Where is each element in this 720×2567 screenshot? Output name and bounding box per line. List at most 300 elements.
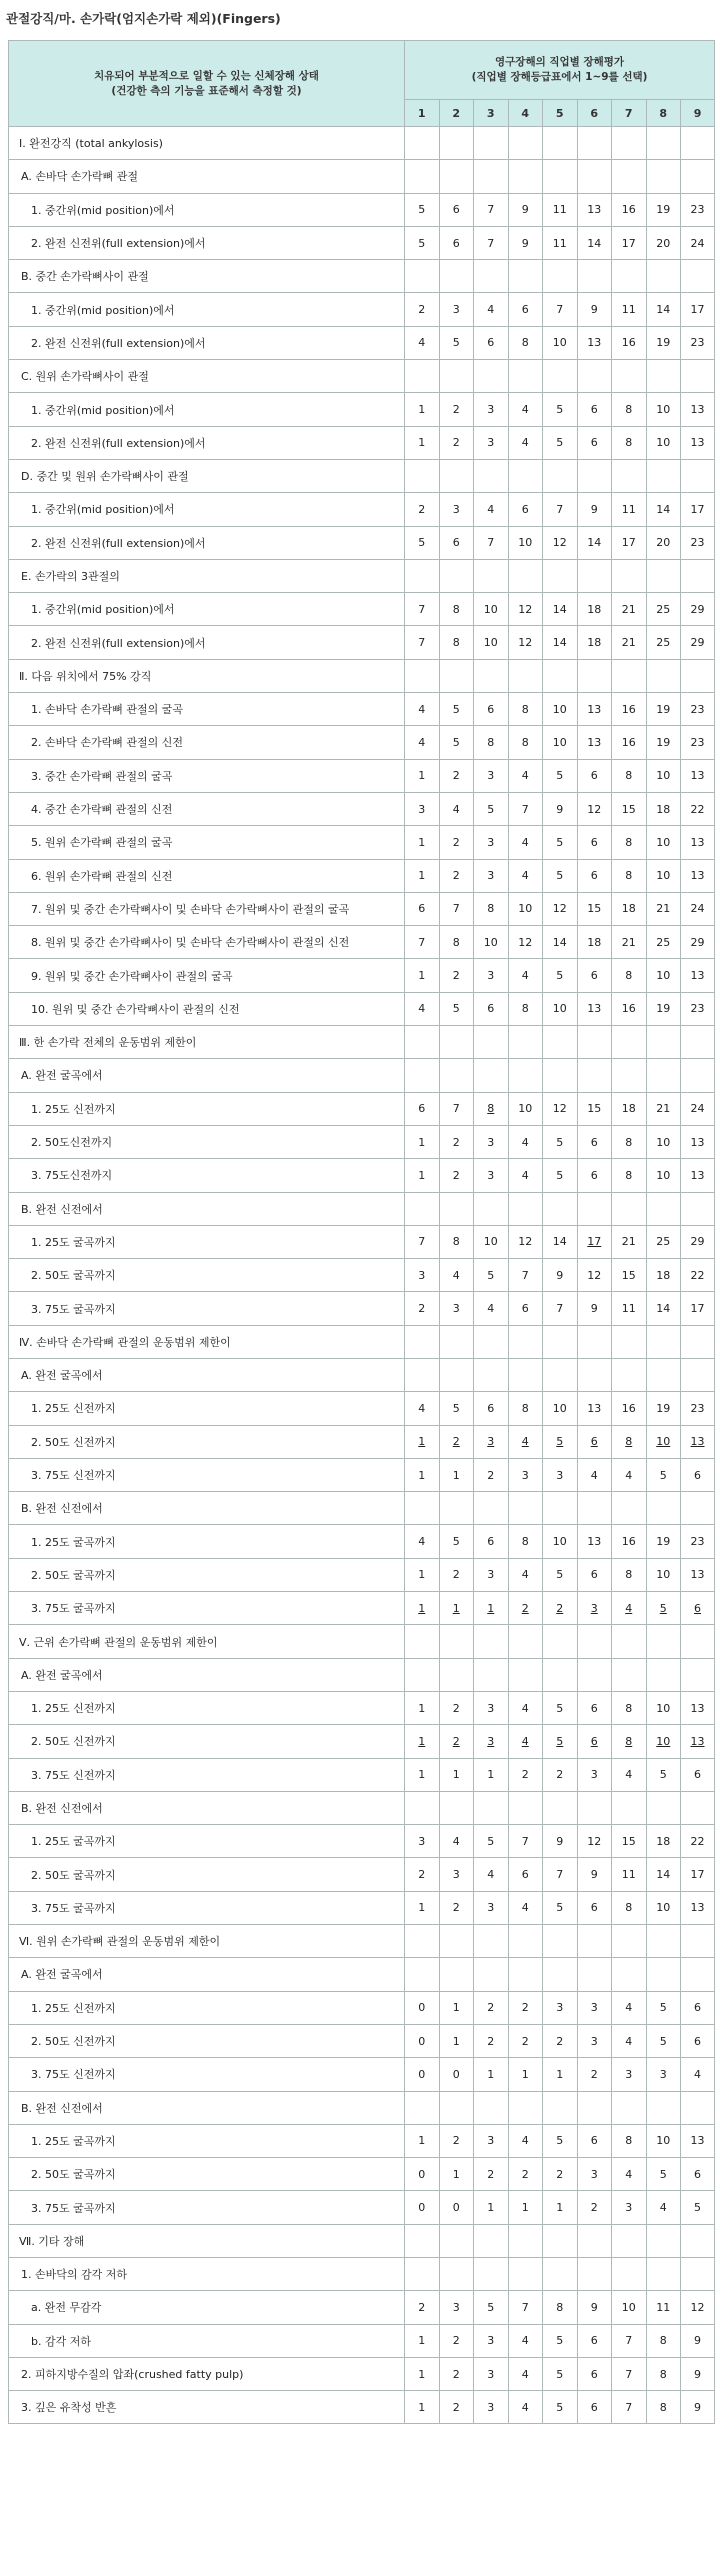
rating-cell: 5 xyxy=(439,726,474,759)
rating-cell xyxy=(646,559,681,592)
rating-cell xyxy=(439,1625,474,1658)
table-row xyxy=(9,726,715,759)
rating-cell: 12 xyxy=(543,892,578,925)
rating-cell: 10 xyxy=(646,2124,681,2157)
rating-cell xyxy=(439,1925,474,1958)
rating-cell: 14 xyxy=(543,926,578,959)
rating-cell xyxy=(577,1358,612,1391)
rating-cell: 1 xyxy=(405,1159,440,1192)
table-row xyxy=(9,1758,715,1791)
rating-cell: 3 xyxy=(474,426,509,459)
rating-cell: 13 xyxy=(577,326,612,359)
rating-cell: 7 xyxy=(543,1292,578,1325)
rating-cell xyxy=(508,160,543,193)
condition-header xyxy=(9,41,405,127)
rating-cell xyxy=(474,360,509,393)
rating-cell: 13 xyxy=(577,726,612,759)
rating-cell xyxy=(543,127,578,160)
rating-cell: 5 xyxy=(543,2124,578,2157)
rating-cell: 4 xyxy=(405,326,440,359)
rating-cell: 25 xyxy=(646,593,681,626)
table-row xyxy=(9,2224,715,2257)
rating-cell xyxy=(439,1026,474,1059)
table-row xyxy=(9,2058,715,2091)
row-label: 3. 75도 굴곡까지 xyxy=(9,1292,405,1325)
rating-cell: 10 xyxy=(543,992,578,1025)
rating-cell: 6 xyxy=(508,1292,543,1325)
rating-cell: 14 xyxy=(543,1225,578,1258)
rating-cell: 1 xyxy=(405,2324,440,2357)
rating-cell xyxy=(681,160,715,193)
rating-cell xyxy=(612,1492,647,1525)
row-label: 2. 50도 굴곡까지 xyxy=(9,1259,405,1292)
rating-cell xyxy=(405,1791,440,1824)
row-label: 1. 25도 신전까지 xyxy=(9,1691,405,1724)
rating-cell: 6 xyxy=(681,1758,715,1791)
rating-cell: 3 xyxy=(474,1891,509,1924)
rating-cell xyxy=(474,1625,509,1658)
rating-cell: 23 xyxy=(681,1392,715,1425)
rating-cell xyxy=(405,360,440,393)
rating-cell: 2 xyxy=(439,959,474,992)
rating-cell: 15 xyxy=(577,1092,612,1125)
rating-cell: 8 xyxy=(508,1392,543,1425)
rating-cell xyxy=(612,1791,647,1824)
rating-cell xyxy=(681,1958,715,1991)
rating-cell: 4 xyxy=(612,1991,647,2024)
table-row xyxy=(9,1125,715,1158)
rating-cell: 1 xyxy=(508,2191,543,2224)
table-row xyxy=(9,1358,715,1391)
rating-cell xyxy=(646,1492,681,1525)
row-label: 6. 원위 손가락뼈 관절의 신전 xyxy=(9,859,405,892)
rating-cell: 3 xyxy=(474,1125,509,1158)
rating-cell: 6 xyxy=(577,1159,612,1192)
rating-cell: 3 xyxy=(439,293,474,326)
rating-cell: 2 xyxy=(474,2158,509,2191)
rating-cell: 9 xyxy=(577,493,612,526)
table-row xyxy=(9,293,715,326)
row-label: 3. 75도 신전까지 xyxy=(9,2058,405,2091)
row-label: 7. 원위 및 중간 손가락뼈사이 및 손바닥 손가락뼈사이 관절의 굴곡 xyxy=(9,892,405,925)
rating-cell xyxy=(474,1492,509,1525)
row-label: 10. 원위 및 중간 손가락뼈사이 관절의 신전 xyxy=(9,992,405,1025)
rating-cell: 19 xyxy=(646,992,681,1025)
rating-cell: 4 xyxy=(439,1259,474,1292)
column-number-2: 2 xyxy=(439,100,474,127)
rating-cell: 8 xyxy=(543,2291,578,2324)
rating-cell: 10 xyxy=(543,326,578,359)
table-row xyxy=(9,1691,715,1724)
row-label: B. 완전 신전에서 xyxy=(9,2091,405,2124)
rating-cell xyxy=(681,559,715,592)
rating-cell: 18 xyxy=(577,593,612,626)
rating-cell: 1 xyxy=(439,2158,474,2191)
rating-cell: 6 xyxy=(577,826,612,859)
rating-cell: 8 xyxy=(439,626,474,659)
rating-cell: 4 xyxy=(508,1558,543,1591)
rating-cell: 3 xyxy=(474,2124,509,2157)
rating-cell: 13 xyxy=(681,393,715,426)
rating-cell: 17 xyxy=(681,293,715,326)
column-number-9: 9 xyxy=(681,100,715,127)
rating-cell: 13 xyxy=(577,1525,612,1558)
rating-cell: 4 xyxy=(439,1825,474,1858)
rating-cell xyxy=(612,1958,647,1991)
rating-cell: 8 xyxy=(474,892,509,925)
table-body xyxy=(9,127,715,2424)
rating-cell: 4 xyxy=(508,859,543,892)
rating-cell xyxy=(577,160,612,193)
table-row xyxy=(9,559,715,592)
rating-cell xyxy=(612,160,647,193)
row-label: 2. 손바닥 손가락뼈 관절의 신전 xyxy=(9,726,405,759)
table-row xyxy=(9,1325,715,1358)
rating-cell: 7 xyxy=(474,226,509,259)
rating-cell: 19 xyxy=(646,1392,681,1425)
rating-cell: 8 xyxy=(646,2357,681,2390)
rating-cell: 19 xyxy=(646,326,681,359)
rating-cell xyxy=(543,2258,578,2291)
rating-cell: 21 xyxy=(612,626,647,659)
rating-cell: 5 xyxy=(646,2024,681,2057)
rating-cell: 3 xyxy=(577,2024,612,2057)
rating-cell: 1 xyxy=(405,826,440,859)
rating-cell xyxy=(543,160,578,193)
rating-cell: 4 xyxy=(405,1392,440,1425)
rating-cell xyxy=(646,1658,681,1691)
rating-cell: 5 xyxy=(646,2158,681,2191)
rating-cell xyxy=(577,1958,612,1991)
rating-cell: 3 xyxy=(474,1159,509,1192)
rating-cell xyxy=(612,559,647,592)
rating-cell: 4 xyxy=(508,393,543,426)
rating-cell: 23 xyxy=(681,693,715,726)
table-row xyxy=(9,1492,715,1525)
rating-cell: 18 xyxy=(577,626,612,659)
rating-cell xyxy=(646,459,681,492)
rating-cell: 3 xyxy=(474,2324,509,2357)
rating-cell: 4 xyxy=(474,1292,509,1325)
row-label: Ⅵ. 원위 손가락뼈 관절의 운동범위 제한이 xyxy=(9,1925,405,1958)
rating-cell: 4 xyxy=(508,1125,543,1158)
rating-cell: 4 xyxy=(612,2024,647,2057)
rating-cell: 23 xyxy=(681,726,715,759)
rating-cell: 25 xyxy=(646,626,681,659)
rating-cell xyxy=(439,459,474,492)
row-label: D. 중간 및 원위 손가락뼈사이 관절 xyxy=(9,459,405,492)
row-label: 3. 75도 신전까지 xyxy=(9,1458,405,1491)
rating-cell: 7 xyxy=(405,926,440,959)
rating-cell: 6 xyxy=(405,1092,440,1125)
row-label: A. 손바닥 손가락뼈 관절 xyxy=(9,160,405,193)
rating-cell: 13 xyxy=(681,959,715,992)
row-label: 2. 완전 신전위(full extension)에서 xyxy=(9,426,405,459)
rating-cell: 15 xyxy=(612,1259,647,1292)
rating-cell: 12 xyxy=(508,926,543,959)
rating-cell: 1 xyxy=(405,2357,440,2390)
rating-cell: 18 xyxy=(612,892,647,925)
rating-cell: 6 xyxy=(405,892,440,925)
row-label: a. 완전 무감각 xyxy=(9,2291,405,2324)
rating-cell: 4 xyxy=(508,959,543,992)
table-row xyxy=(9,2091,715,2124)
rating-cell xyxy=(577,459,612,492)
rating-cell: 10 xyxy=(543,726,578,759)
rating-cell xyxy=(543,1925,578,1958)
rating-cell: 8 xyxy=(612,393,647,426)
rating-cell xyxy=(474,1358,509,1391)
column-number-7: 7 xyxy=(612,100,647,127)
rating-cell: 2 xyxy=(543,1758,578,1791)
rating-cell: 7 xyxy=(474,526,509,559)
rating-cell: 13 xyxy=(577,1392,612,1425)
rating-cell: 14 xyxy=(646,1292,681,1325)
table-row xyxy=(9,2191,715,2224)
table-row xyxy=(9,1858,715,1891)
rating-cell: 5 xyxy=(543,859,578,892)
rating-cell xyxy=(681,1026,715,1059)
rating-cell: 1 xyxy=(474,2191,509,2224)
row-label: b. 감각 저하 xyxy=(9,2324,405,2357)
rating-cell: 22 xyxy=(681,1259,715,1292)
rating-cell: 2 xyxy=(439,2357,474,2390)
rating-cell: 1 xyxy=(405,393,440,426)
rating-cell: 1 xyxy=(543,2058,578,2091)
rating-cell: 4 xyxy=(681,2058,715,2091)
rating-cell: 2 xyxy=(474,2024,509,2057)
table-row xyxy=(9,2391,715,2424)
condition-header-line2: (건강한 측의 기능을 표준해서 측정할 것) xyxy=(111,84,302,97)
rating-cell: 13 xyxy=(681,1159,715,1192)
rating-header-line2: (직업별 장해등급표에서 1~9를 선택) xyxy=(471,71,648,83)
rating-cell xyxy=(439,260,474,293)
rating-cell: 5 xyxy=(543,1891,578,1924)
rating-cell: 10 xyxy=(646,426,681,459)
rating-cell: 13 xyxy=(681,1725,715,1758)
table-row xyxy=(9,1625,715,1658)
rating-cell: 0 xyxy=(439,2058,474,2091)
rating-cell xyxy=(508,1059,543,1092)
row-label: Ⅱ. 다음 위치에서 75% 강직 xyxy=(9,659,405,692)
rating-cell: 4 xyxy=(612,1592,647,1625)
row-label: B. 완전 신전에서 xyxy=(9,1791,405,1824)
rating-cell xyxy=(405,1325,440,1358)
rating-cell xyxy=(543,1492,578,1525)
rating-cell: 1 xyxy=(474,1592,509,1625)
rating-cell xyxy=(405,559,440,592)
rating-cell: 10 xyxy=(646,1125,681,1158)
rating-cell xyxy=(681,659,715,692)
row-label: 1. 중간위(mid position)에서 xyxy=(9,193,405,226)
rating-cell xyxy=(577,260,612,293)
rating-cell: 2 xyxy=(439,1558,474,1591)
rating-cell: 7 xyxy=(405,626,440,659)
rating-cell xyxy=(681,1325,715,1358)
rating-cell xyxy=(439,2091,474,2124)
rating-cell: 2 xyxy=(439,826,474,859)
rating-cell: 4 xyxy=(577,1458,612,1491)
rating-cell xyxy=(508,2224,543,2257)
rating-cell: 13 xyxy=(577,992,612,1025)
rating-cell xyxy=(474,1958,509,1991)
rating-cell xyxy=(508,1625,543,1658)
rating-cell: 16 xyxy=(612,193,647,226)
rating-cell: 3 xyxy=(474,2357,509,2390)
rating-cell xyxy=(577,1059,612,1092)
rating-cell: 8 xyxy=(508,326,543,359)
row-label: 2. 완전 신전위(full extension)에서 xyxy=(9,326,405,359)
rating-cell: 5 xyxy=(474,792,509,825)
rating-cell xyxy=(439,659,474,692)
row-label: 3. 75도 굴곡까지 xyxy=(9,1592,405,1625)
rating-cell xyxy=(405,2091,440,2124)
rating-cell xyxy=(474,1925,509,1958)
rating-cell: 5 xyxy=(543,2324,578,2357)
rating-cell xyxy=(681,260,715,293)
column-number-6: 6 xyxy=(577,100,612,127)
rating-cell xyxy=(577,1925,612,1958)
rating-cell xyxy=(577,1791,612,1824)
rating-cell: 19 xyxy=(646,693,681,726)
rating-cell: 13 xyxy=(681,759,715,792)
rating-cell: 3 xyxy=(508,1458,543,1491)
rating-cell: 8 xyxy=(612,859,647,892)
row-label: 1. 25도 굴곡까지 xyxy=(9,1825,405,1858)
rating-cell xyxy=(508,559,543,592)
rating-cell: 7 xyxy=(543,493,578,526)
rating-cell xyxy=(646,1925,681,1958)
rating-cell: 9 xyxy=(543,792,578,825)
rating-cell: 13 xyxy=(577,193,612,226)
table-row xyxy=(9,360,715,393)
rating-cell: 5 xyxy=(474,1259,509,1292)
rating-cell: 1 xyxy=(439,1991,474,2024)
rating-cell: 4 xyxy=(508,1725,543,1758)
rating-cell: 5 xyxy=(474,2291,509,2324)
rating-cell: 5 xyxy=(439,693,474,726)
row-label: 1. 25도 신전까지 xyxy=(9,1092,405,1125)
rating-cell: 8 xyxy=(612,1425,647,1458)
rating-cell: 12 xyxy=(577,1259,612,1292)
rating-cell: 2 xyxy=(405,1292,440,1325)
rating-cell xyxy=(681,2224,715,2257)
row-label: Ⅶ. 기타 장해 xyxy=(9,2224,405,2257)
rating-cell: 3 xyxy=(612,2191,647,2224)
rating-cell xyxy=(439,1958,474,1991)
rating-cell: 4 xyxy=(612,1758,647,1791)
rating-cell: 3 xyxy=(577,2158,612,2191)
rating-cell: 7 xyxy=(612,2357,647,2390)
row-label: 8. 원위 및 중간 손가락뼈사이 및 손바닥 손가락뼈사이 관절의 신전 xyxy=(9,926,405,959)
rating-cell: 2 xyxy=(405,293,440,326)
rating-cell: 3 xyxy=(474,959,509,992)
rating-cell: 6 xyxy=(439,226,474,259)
rating-cell: 2 xyxy=(508,2158,543,2191)
rating-cell: 4 xyxy=(474,293,509,326)
table-row xyxy=(9,1558,715,1591)
table-row xyxy=(9,193,715,226)
rating-cell xyxy=(646,1192,681,1225)
rating-cell: 23 xyxy=(681,326,715,359)
rating-cell: 7 xyxy=(405,593,440,626)
row-label: 2. 50도 신전까지 xyxy=(9,1425,405,1458)
rating-cell: 3 xyxy=(474,1558,509,1591)
rating-cell: 6 xyxy=(681,1592,715,1625)
rating-cell: 10 xyxy=(646,826,681,859)
rating-cell: 9 xyxy=(681,2357,715,2390)
rating-cell: 1 xyxy=(405,426,440,459)
rating-cell xyxy=(612,1325,647,1358)
rating-cell: 10 xyxy=(508,892,543,925)
rating-cell: 12 xyxy=(508,1225,543,1258)
rating-cell xyxy=(543,1059,578,1092)
table-row xyxy=(9,1991,715,2024)
rating-cell: 1 xyxy=(439,1758,474,1791)
rating-cell: 7 xyxy=(508,792,543,825)
rating-cell: 5 xyxy=(543,2357,578,2390)
rating-cell xyxy=(646,160,681,193)
table-row xyxy=(9,826,715,859)
rating-cell: 14 xyxy=(543,593,578,626)
rating-cell: 14 xyxy=(577,526,612,559)
rating-cell: 1 xyxy=(405,959,440,992)
rating-cell: 1 xyxy=(439,2024,474,2057)
row-label: A. 완전 굴곡에서 xyxy=(9,1958,405,1991)
column-number-5: 5 xyxy=(543,100,578,127)
rating-cell xyxy=(577,1192,612,1225)
rating-cell xyxy=(577,127,612,160)
rating-cell: 17 xyxy=(681,1292,715,1325)
row-label: 1. 손바닥 손가락뼈 관절의 굴곡 xyxy=(9,693,405,726)
rating-cell xyxy=(474,659,509,692)
rating-cell: 14 xyxy=(543,626,578,659)
rating-cell: 10 xyxy=(646,1558,681,1591)
rating-cell xyxy=(612,659,647,692)
rating-cell: 4 xyxy=(405,693,440,726)
rating-cell: 29 xyxy=(681,926,715,959)
rating-cell xyxy=(543,2224,578,2257)
rating-cell: 11 xyxy=(612,493,647,526)
rating-cell: 13 xyxy=(577,693,612,726)
rating-cell: 3 xyxy=(405,792,440,825)
rating-cell: 1 xyxy=(405,1125,440,1158)
rating-cell: 19 xyxy=(646,193,681,226)
rating-cell: 13 xyxy=(681,2124,715,2157)
table-row xyxy=(9,926,715,959)
rating-cell: 3 xyxy=(646,2058,681,2091)
rating-cell: 2 xyxy=(405,1858,440,1891)
row-label: 2. 완전 신전위(full extension)에서 xyxy=(9,226,405,259)
row-label: 3. 깊은 유착성 반흔 xyxy=(9,2391,405,2424)
table-row xyxy=(9,2324,715,2357)
rating-cell: 3 xyxy=(474,1425,509,1458)
rating-cell: 8 xyxy=(439,1225,474,1258)
rating-cell: 5 xyxy=(474,1825,509,1858)
rating-cell: 13 xyxy=(681,1558,715,1591)
rating-cell: 1 xyxy=(405,1425,440,1458)
rating-cell xyxy=(646,2091,681,2124)
rating-cell: 3 xyxy=(474,826,509,859)
rating-cell: 2 xyxy=(439,1159,474,1192)
rating-cell: 8 xyxy=(646,2391,681,2424)
rating-cell: 5 xyxy=(543,959,578,992)
rating-cell: 5 xyxy=(405,526,440,559)
table-row xyxy=(9,1891,715,1924)
rating-cell: 6 xyxy=(577,1691,612,1724)
rating-cell: 4 xyxy=(508,2391,543,2424)
rating-cell: 1 xyxy=(405,859,440,892)
